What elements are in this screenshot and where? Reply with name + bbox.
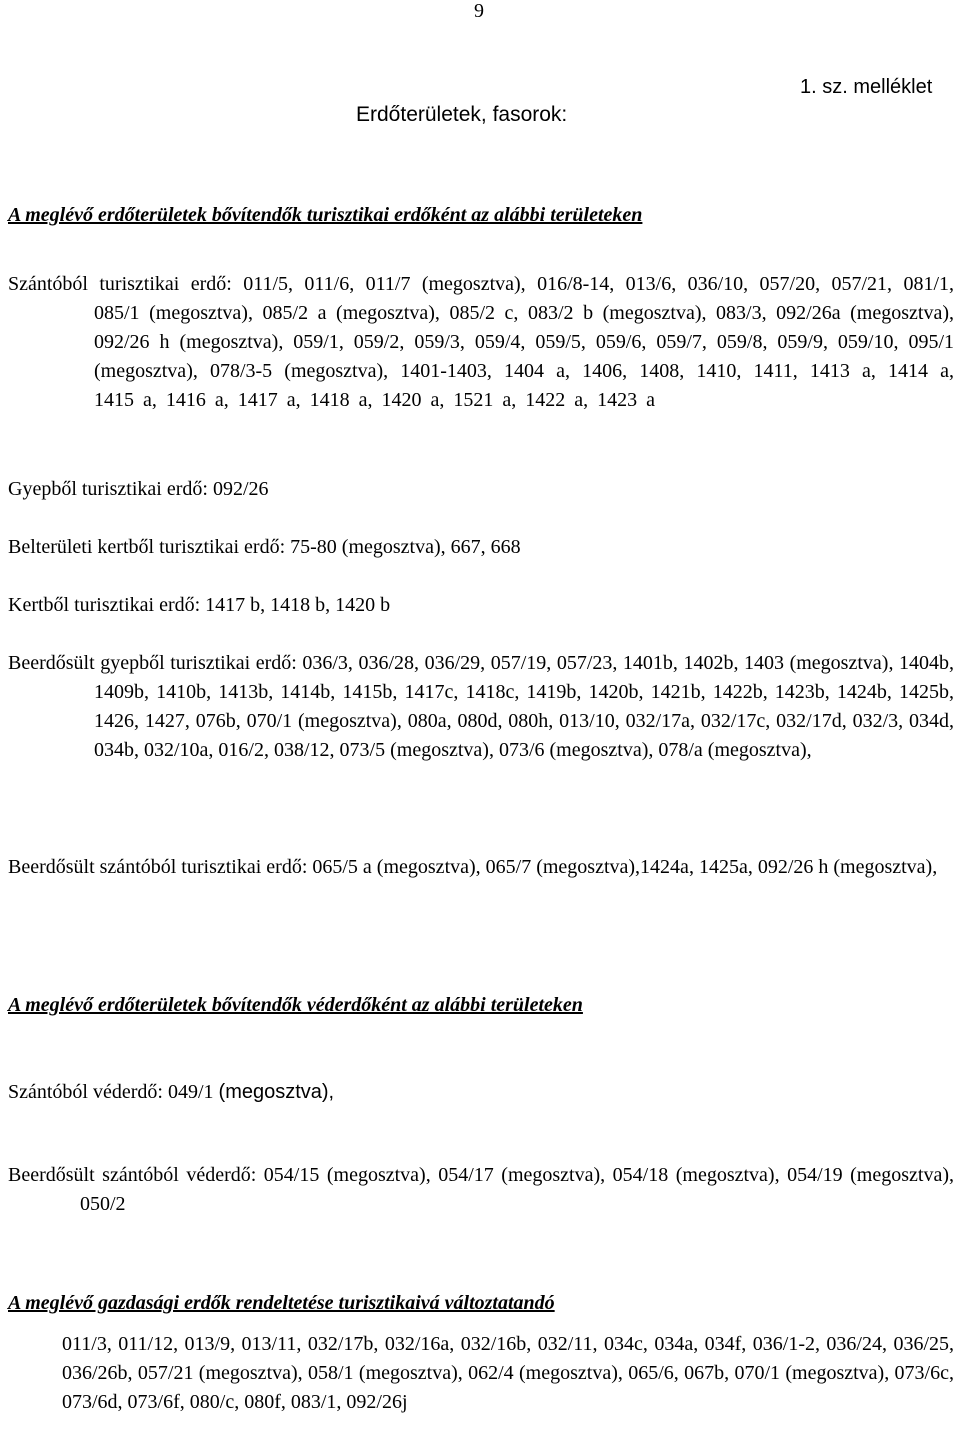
arable-to-protective-forest-paragraph — [8, 1078, 954, 1107]
section-heading-touristic-forest: A meglévő erdőterületek bővítendők turisztikai erdőként az alábbi területeken — [8, 204, 643, 226]
inner-garden-to-touristic-forest-paragraph: Belterületi kertből turisztikai erdő: 75-80 (megosztva), 667, 668 — [8, 536, 521, 558]
arable-to-protective-forest-text: Szántóból véderdő: 049/1 — [8, 1081, 219, 1103]
forested-pasture-to-touristic-forest-paragraph: Beerdősült gyepből turisztikai erdő: 036/3, 036/28, 036/29, 057/19, 057/23, 1401b, 1402b, 1403 (megosztva), 1404b, 1409b, 1410b, 1413b, 1414b, 1415b, 1417c, 1418c, 1419b, 1420b, 1421b, 1422b, 1423b, 1424b, 1425b, 1426, 1427, 076b, 070/1 (megosztva), 080a, 080d, 080h, 013/10, 032/17a, 032/17c, 032/17d, 032/3, 034d, 034b, 032/10a, 016/2, 038/12, 073/5 (megosztva), 073/6 (megosztva), 078/a (megosztva), — [8, 652, 954, 761]
arable-to-touristic-forest-paragraph: Szántóból turisztikai erdő: 011/5, 011/6, 011/7 (megosztva), 016/8-14, 013/6, 036/10, 057/20, 057/21, 081/1, 085/1 (megosztva), 085/2 a (megosztva), 085/2 c, 083/2 b (megosztva), 083/3, 092/26a (megosztva), 092/26 h (megosztva), 059/1, 059/2, 059/3, 059/4, 059/5, 059/6, 059/7, 059/8, 059/9, 059/10, 095/1 (megosztva), 078/3-5 (megosztva), 1401-1403, 1404 a, 1406, 1408, 1410, 1411, 1413 a, 1414 a, 1415 a, 1416 a, 1417 a, 1418 a, 1420 a, 1521 a, 1422 a, 1423 a — [8, 273, 954, 411]
annex-label: 1. sz. melléklet — [800, 76, 933, 98]
forested-arable-to-touristic-forest-paragraph: Beerdősült szántóból turisztikai erdő: 065/5 a (megosztva), 065/7 (megosztva),1424a, 1425a, 092/26 h (megosztva), — [8, 856, 938, 878]
garden-to-touristic-forest-paragraph: Kertből turisztikai erdő: 1417 b, 1418 b, 1420 b — [8, 594, 391, 616]
pasture-to-touristic-forest-paragraph: Gyepből turisztikai erdő: 092/26 — [8, 478, 269, 500]
forested-arable-to-protective-forest-paragraph: Beerdősült szántóból véderdő: 054/15 (megosztva), 054/17 (megosztva), 054/18 (megosztva), 054/19 (megosztva), 050/2 — [8, 1164, 954, 1215]
economic-to-touristic-parcel-list: 011/3, 011/12, 013/9, 013/11, 032/17b, 032/16a, 032/16b, 032/11, 034c, 034a, 034f, 036/1-2, 036/24, 036/25, 036/26b, 057/21 (megosztva), 058/1 (megosztva), 062/4 (megosztva), 065/6, 067b, 070/1 (megosztva), 073/6c, 073/6d, 073/6f, 080/c, 080f, 083/1, 092/26j — [62, 1333, 954, 1413]
section-heading-protective-forest: A meglévő erdőterületek bővítendők véderdőként az alábbi területeken — [8, 994, 583, 1016]
page-number: 9 — [474, 0, 484, 22]
arable-to-protective-forest-note: (megosztva), — [218, 1081, 335, 1103]
section-heading-economic-to-touristic: A meglévő gazdasági erdők rendeltetése turisztikaivá változtatandó — [8, 1292, 555, 1314]
page-title: Erdőterületek, fasorok: — [356, 103, 568, 126]
